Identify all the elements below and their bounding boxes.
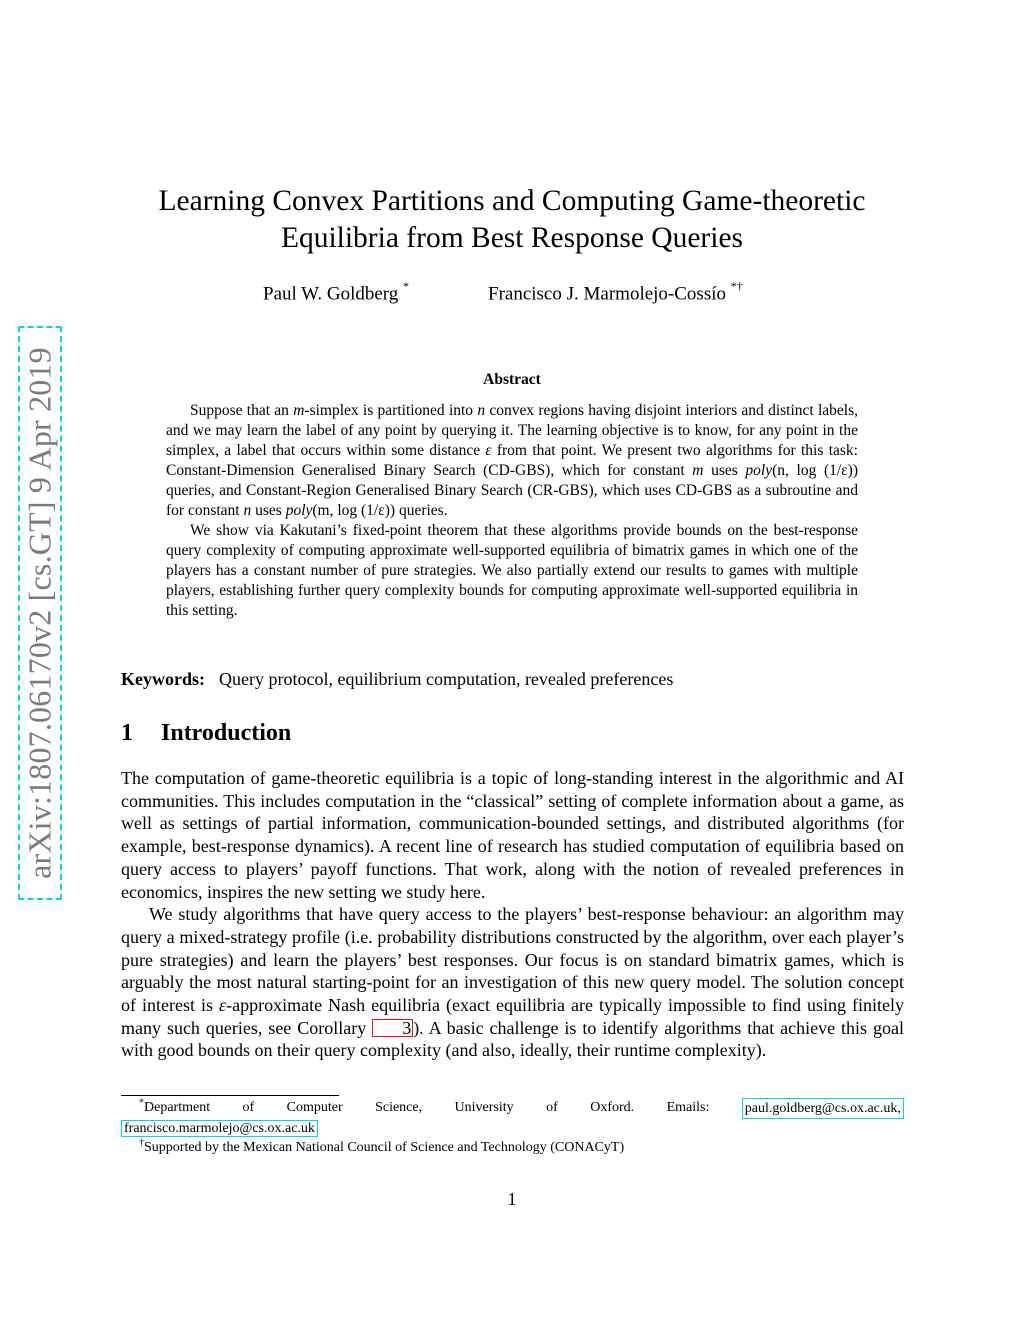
keywords-text: Query protocol, equilibrium computation, revealed preferences xyxy=(219,669,674,689)
footnote-1-line-1: *Department of Computer Science, University of Oxford. Emails: paul.goldberg@cs.ox.ac.uk, xyxy=(121,1098,904,1119)
abstract-heading: Abstract xyxy=(483,371,541,388)
corollary-reference-link[interactable]: 3 xyxy=(372,1019,413,1037)
intro-paragraph-2: We study algorithms that have query access to the players’ best-response behaviour: an algorithm may query a mixed-strategy profile (i.e. probability distributions constructed by the algorithm, over each player’s pure strategies) and learn the players’ best responses. Our focus is on standard bimatrix games, which is arguably the most natural starting-point for an investigation of this new query model. The solution concept of interest is ε-approximate Nash equilibria (exact equilibria are typically impossible to find using finitely many such queries, see Corollary 3 ). A basic challenge is to identify algorithms that achieve this goal with good bounds on their query complexity (and also, ideally, their runtime complexity). xyxy=(121,904,904,1061)
author-goldberg xyxy=(263,281,409,305)
author-list xyxy=(0,281,1024,307)
paper-title xyxy=(120,183,904,257)
keywords xyxy=(121,669,911,690)
math-args: (m, log (1/ε)) xyxy=(312,502,396,519)
footnote-mark: * xyxy=(139,1097,144,1109)
introduction-body xyxy=(121,767,904,1062)
page-number: 1 xyxy=(507,1189,517,1209)
keywords-label: Keywords: xyxy=(121,669,205,689)
math-poly: poly xyxy=(285,502,313,519)
section-heading-introduction xyxy=(121,720,291,747)
email-link-marmolejo[interactable]: francisco.marmolejo@cs.ox.ac.uk xyxy=(121,1120,318,1137)
title-line-2: Equilibria from Best Response Queries xyxy=(280,222,744,254)
author-name: Francisco J. Marmolejo-Cossío xyxy=(488,283,727,305)
abstract-body xyxy=(166,401,858,621)
affiliation-mark[interactable]: * xyxy=(403,279,410,293)
email-link-goldberg[interactable]: paul.goldberg@cs.ox.ac.uk, xyxy=(742,1098,904,1119)
arxiv-stamp[interactable] xyxy=(18,326,62,900)
arxiv-identifier[interactable]: arXiv:1807.06170v2 [cs.GT] 9 Apr 2019 xyxy=(21,347,58,879)
author-marmolejo-cossio xyxy=(488,281,743,305)
author-name: Paul W. Goldberg xyxy=(263,283,399,305)
title-line-1: Learning Convex Partitions and Computing Game-theoretic xyxy=(158,185,866,217)
footnote-1-line-2 xyxy=(121,1119,904,1138)
footnote-mark: † xyxy=(139,1137,144,1149)
affiliation-mark[interactable]: *† xyxy=(730,279,743,293)
math-poly: poly xyxy=(745,462,773,479)
section-title: Introduction xyxy=(161,720,292,746)
intro-paragraph-1: The computation of game-theoretic equilibria is a topic of long-standing interest in the algorithmic and AI communities. This includes computation in the “classical” setting of complete information about a game, as well as settings of partial information, communication-bounded settings, and distributed algorithms (for example, best-response dynamics). A recent line of research has studied computation of equilibria based on query access to players’ payoff functions. That work, along with the notion of revealed preferences in economics, inspires the new setting we study here. xyxy=(121,768,904,902)
footnote-rule xyxy=(121,1095,339,1096)
abstract-paragraph-1: Suppose that an m-simplex is partitioned into n convex regions having disjoint interiors and distinct labels, and we may learn the label of any point by querying it. The learning objective is to know, for any point in the simplex, a label that occurs within some distance ε from that point. We present two algorithms for this task: Constant-Dimension Generalised Binary Search (CD-GBS), which for constant m uses poly(n, log (1/ε)) queries, and Constant-Region Generalised Binary Search (CR-GBS), which uses CD-GBS as a subroutine and for constant n uses poly(m, log (1/ε)) queries. xyxy=(166,402,859,519)
footnote-2-text: Supported by the Mexican National Council of Science and Technology (CONACyT) xyxy=(144,1140,625,1155)
math-args: (n, log (1/ε)) xyxy=(772,462,858,479)
section-number: 1 xyxy=(121,720,133,746)
footnotes xyxy=(121,1098,904,1157)
abstract-paragraph-2: We show via Kakutani’s fixed-point theorem that these algorithms provide bounds on the best-response query complexity of computing approximate well-supported equilibria of bimatrix games in which one of the players has a constant number of pure strategies. We also partially extend our results to games with multiple players, establishing further query complexity bounds for computing approximate well-supported equilibria in this setting. xyxy=(166,522,858,619)
footnote-2 xyxy=(121,1138,904,1157)
